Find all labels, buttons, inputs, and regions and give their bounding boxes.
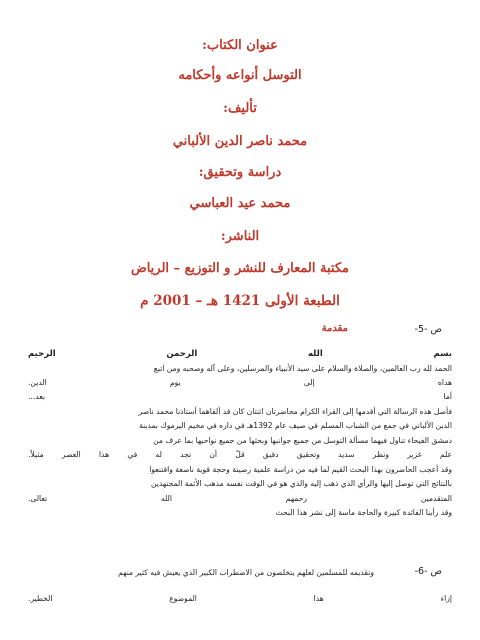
basmala-line bbox=[28, 349, 452, 359]
paragraph-line bbox=[28, 378, 452, 388]
publisher-label: الناشر: bbox=[220, 229, 260, 244]
word: الله bbox=[160, 494, 172, 503]
paragraph-line: وقد رأينا الفائدة كبيرة والحاجة ماسة إلى نشر هذا البحث bbox=[275, 508, 452, 517]
paragraph-line: وتقديمه للمسلمين لعلهم يتخلصون من الاضطراب الكبير الذي يعيش فيه كثير منهم bbox=[118, 568, 374, 577]
word: مثيلاً. bbox=[28, 450, 44, 459]
word: له bbox=[155, 450, 162, 459]
paragraph-line: بالنتائج التي توصل إليها والرأي الذي ذهب إليه والذي هو في الوقت نفسه مذهب الأئمة المجتهدين bbox=[150, 479, 452, 488]
paragraph-line: دمشق الفيحاء تناول فيهما مسألة التوسل من جميع جوانبها وبحثها من جميع نواحيها بما عرف من bbox=[153, 436, 452, 445]
word: العصر bbox=[61, 450, 81, 459]
word: في bbox=[127, 450, 138, 459]
word: دقيق bbox=[262, 450, 279, 459]
word: الموضوع bbox=[169, 594, 197, 603]
word: أما bbox=[443, 392, 452, 401]
basmala-word: الله bbox=[308, 349, 323, 359]
author-name: محمد ناصر الدين الألباني bbox=[172, 134, 308, 149]
word: تجد bbox=[180, 450, 192, 459]
word: ونظر bbox=[372, 450, 389, 459]
edition-info: الطبعة الأولى 1421 هـ – 2001 م bbox=[140, 293, 340, 309]
publisher-name: مكتبة المعارف للنشر و التوزيع – الرياض bbox=[131, 261, 349, 276]
paragraph-line: فأصل هذه الرسالة التي أقدمها إلى القراء الكرام محاضرتان اثنتان كان قد ألقاهما أستاذنا محمد ناصر bbox=[138, 407, 452, 416]
word: إزاء bbox=[440, 594, 452, 603]
paragraph-line bbox=[28, 392, 452, 402]
word: يوم bbox=[169, 378, 181, 387]
paragraph-line: الدين الألباني في جمع من الشباب المسلم في صيف عام 1392هـ في داره في مخيم اليرموك بمدينة bbox=[139, 421, 452, 430]
word: بعد... bbox=[28, 392, 46, 401]
editor-label: دراسة وتحقيق: bbox=[198, 165, 282, 180]
paragraph-line bbox=[28, 494, 452, 504]
book-title: التوسل أنواعه وأحكامه bbox=[178, 68, 302, 83]
basmala-word: بسم bbox=[433, 349, 452, 359]
word: هذا bbox=[313, 594, 324, 603]
author-label: تأليف: bbox=[223, 101, 257, 116]
word: قلّ bbox=[235, 450, 245, 459]
page-reference-5: ص -5- bbox=[414, 324, 442, 335]
basmala-word: الرحمن bbox=[166, 349, 198, 359]
word: رحمهم bbox=[285, 494, 308, 503]
paragraph-line: وقد أعجب الحاضرون بهذا البحث القيم لما فيه من دراسة علمية رصينة وحجة قوية ناصعة واقتنعوا bbox=[149, 465, 452, 474]
book-title-label: عنوان الكتاب: bbox=[202, 38, 278, 53]
page-reference-6: ص -6- bbox=[414, 566, 442, 577]
word: وتحقيق bbox=[296, 450, 320, 459]
section-heading: مقدمة bbox=[321, 323, 348, 334]
basmala-word: الرحيم bbox=[28, 349, 56, 359]
word: أن bbox=[209, 450, 218, 459]
paragraph-line bbox=[28, 594, 452, 604]
editor-name: محمد عيد العباسي bbox=[189, 196, 291, 211]
word: المتقدمين bbox=[420, 494, 452, 503]
paragraph-line: الحمد لله رب العالمين، والصلاة والسلام على سيد الأنبياء والمرسلين، وعلى آله وصحبه ومن اتبع bbox=[153, 364, 452, 373]
word: سديد bbox=[338, 450, 355, 459]
word: إلى bbox=[303, 378, 315, 387]
word: الخطير. bbox=[28, 594, 53, 603]
word: الدين. bbox=[28, 378, 47, 387]
word: تعالى. bbox=[28, 494, 48, 503]
paragraph-line bbox=[28, 450, 452, 460]
word: هذا bbox=[99, 450, 110, 459]
word: علم bbox=[439, 450, 452, 459]
word: غزير bbox=[407, 450, 422, 459]
word: هداه bbox=[437, 378, 452, 387]
